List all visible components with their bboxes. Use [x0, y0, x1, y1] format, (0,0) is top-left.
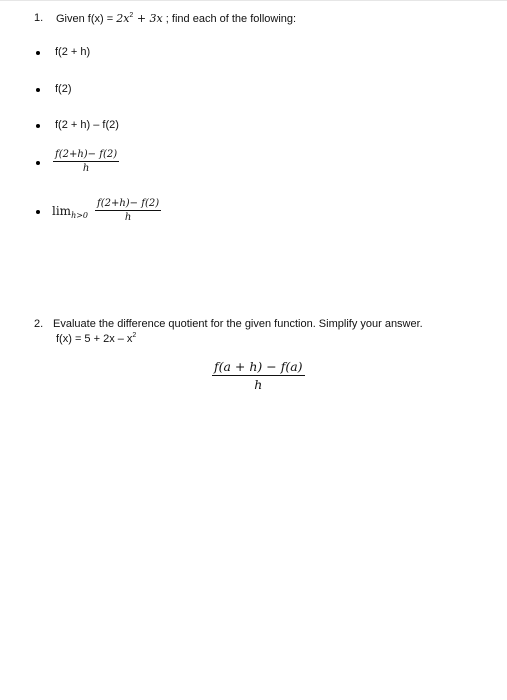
function-exponent-2: 2: [132, 332, 137, 339]
function-term-2x: 2x: [116, 12, 130, 25]
item-5-numerator: f(2+h)− f(2): [97, 198, 160, 209]
problem-1-number: 1.: [34, 12, 44, 24]
item-4-denominator: h: [82, 163, 90, 174]
item-5-denominator: h: [124, 212, 132, 223]
item-4-numerator: f(2+h)− f(2): [55, 149, 118, 160]
function-term-3x: + 3x: [133, 12, 163, 25]
top-border: [0, 0, 507, 1]
item-3: f(2 + h) – f(2): [55, 119, 119, 131]
item-1: f(2 + h): [55, 46, 91, 58]
item-5-fraction: [95, 198, 161, 223]
problem-2-function: [56, 333, 136, 346]
prompt-start: Given f(x) =: [56, 13, 117, 25]
bullet-4: [36, 161, 40, 165]
item-4-fraction: [53, 149, 119, 174]
bullet-5: [36, 210, 40, 214]
problem-2-instruction: Evaluate the difference quotient for the given function. Simplify your answer.: [53, 318, 423, 330]
problem-1-prompt: [56, 12, 296, 26]
item-2: f(2): [55, 83, 72, 95]
bullet-1: [36, 51, 40, 55]
item-5-limit: [52, 204, 88, 218]
prompt-end: ; find each of the following:: [162, 13, 297, 25]
bullet-2: [36, 88, 40, 92]
difference-quotient: [212, 359, 305, 392]
function-exponent: 2: [129, 12, 134, 19]
lim-subscript: h>0: [71, 211, 89, 220]
dq-denominator: h: [254, 377, 263, 392]
bullet-3: [36, 124, 40, 128]
function-text: f(x) = 5 + 2x – x: [56, 333, 133, 345]
problem-2-number: 2.: [34, 318, 44, 330]
dq-numerator: f(a + h) − f(a): [214, 359, 303, 374]
lim-word: lim: [52, 204, 72, 218]
